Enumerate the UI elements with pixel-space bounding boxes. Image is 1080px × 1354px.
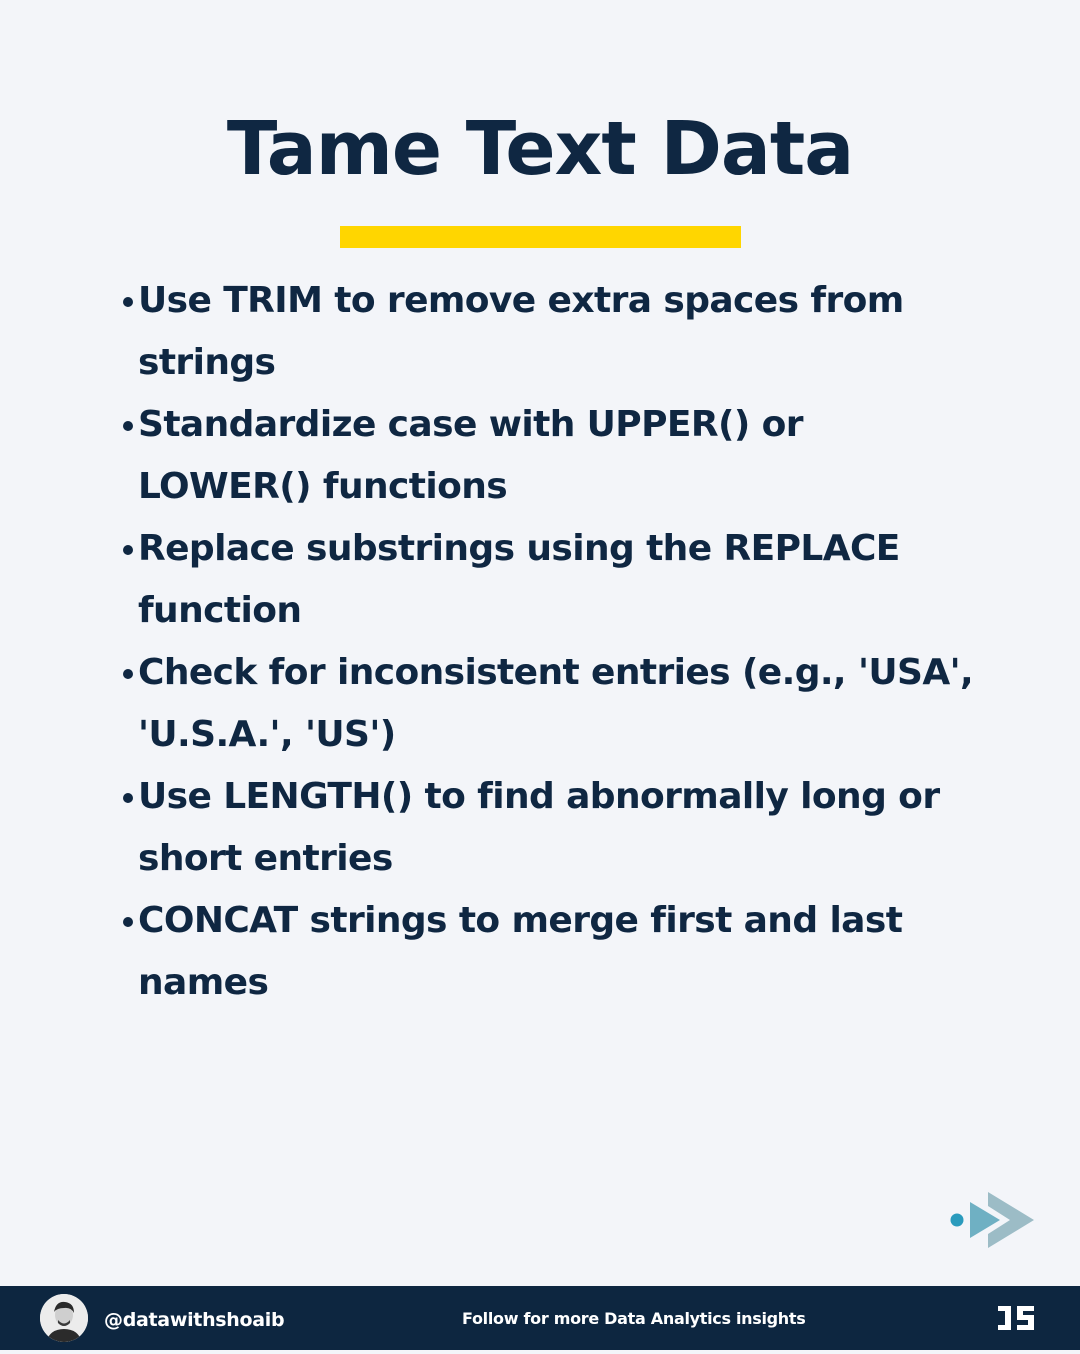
list-item-text: Standardize case with UPPER() or LOWER() functions (138, 404, 803, 507)
list-item-text: Use LENGTH() to find abnormally long or short entries (138, 776, 940, 879)
bullet-dot-icon (123, 793, 133, 803)
bullet-dot-icon (123, 669, 133, 679)
avatar-icon[interactable] (40, 1294, 88, 1342)
list-item (120, 642, 980, 766)
bullet-dot-icon (123, 421, 133, 431)
arrow-dot (951, 1214, 964, 1227)
list-item (120, 766, 980, 890)
bullet-dot-icon (123, 545, 133, 555)
list-item (120, 518, 980, 642)
footer-bar (0, 1286, 1080, 1350)
list-item-text: CONCAT strings to merge first and last names (138, 900, 903, 1003)
list-item (120, 394, 980, 518)
page-title: Tame Text Data (226, 106, 854, 192)
next-arrow-icon[interactable] (948, 1190, 1038, 1250)
list-item-text: Check for inconsistent entries (e.g., 'USA', 'U.S.A.', 'US') (138, 652, 974, 755)
bullet-dot-icon (123, 917, 133, 927)
list-item-text: Use TRIM to remove extra spaces from strings (138, 280, 904, 383)
tips-list (120, 270, 980, 1014)
title-underline (340, 226, 741, 248)
list-item (120, 270, 980, 394)
follow-cta: Follow for more Data Analytics insights (462, 1309, 806, 1328)
list-item-text: Replace substrings using the REPLACE function (138, 528, 900, 631)
ds-logo-icon (996, 1303, 1036, 1333)
account-handle[interactable]: @datawithshoaib (104, 1309, 285, 1331)
list-item (120, 890, 980, 1014)
bullet-dot-icon (123, 297, 133, 307)
